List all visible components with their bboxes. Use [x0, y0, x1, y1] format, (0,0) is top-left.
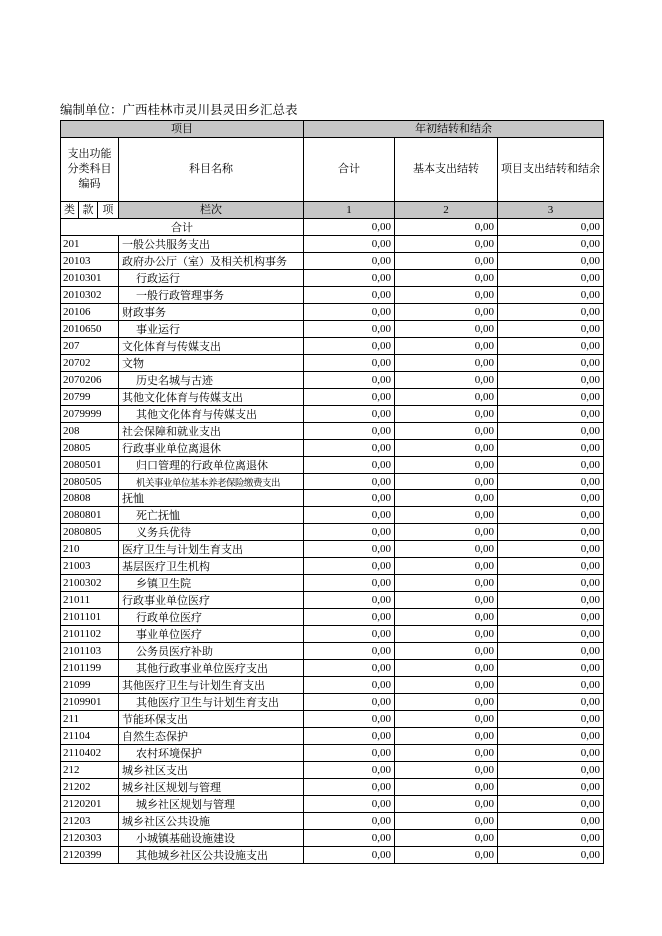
value-cell: 0,00 [498, 745, 604, 762]
subject-name-cell: 医疗卫生与计划生育支出 [119, 541, 304, 558]
value-cell: 0,00 [395, 711, 498, 728]
header-main-row [61, 138, 604, 202]
table-body [61, 219, 604, 864]
value-cell: 0,00 [498, 423, 604, 440]
value-cell: 0,00 [498, 711, 604, 728]
table-row [61, 304, 604, 321]
value-cell: 0,00 [498, 338, 604, 355]
table-row [61, 660, 604, 677]
subject-name-cell: 文化体育与传媒支出 [119, 338, 304, 355]
subject-name-cell: 一般公共服务支出 [119, 236, 304, 253]
header-project-balance-column: 项目支出结转和结余 [498, 138, 604, 202]
table-row [61, 694, 604, 711]
subject-name-cell: 城乡社区公共设施 [119, 813, 304, 830]
table-row [61, 524, 604, 541]
header-sub-row [61, 202, 604, 219]
value-cell: 0,00 [395, 541, 498, 558]
table-row [61, 558, 604, 575]
value-cell: 0,00 [395, 558, 498, 575]
value-cell: 0,00 [395, 287, 498, 304]
value-cell: 0,00 [395, 592, 498, 609]
header-group-row [61, 121, 604, 138]
value-cell: 0,00 [498, 440, 604, 457]
code-cell: 20103 [61, 253, 119, 270]
value-cell: 0,00 [498, 677, 604, 694]
subject-name-cell: 其他医疗卫生与计划生育支出 [119, 694, 304, 711]
header-col-2: 2 [395, 202, 498, 219]
subject-name-cell: 农村环境保护 [119, 745, 304, 762]
value-cell: 0,00 [304, 457, 395, 474]
value-cell: 0,00 [304, 355, 395, 372]
value-cell: 0,00 [304, 474, 395, 490]
value-cell: 0,00 [304, 745, 395, 762]
value-cell: 0,00 [395, 253, 498, 270]
table-row [61, 779, 604, 796]
total-row-label: 合计 [61, 219, 304, 236]
value-cell: 0,00 [395, 728, 498, 745]
code-cell: 20702 [61, 355, 119, 372]
value-cell: 0,00 [498, 813, 604, 830]
subject-name-cell: 历史名城与古迹 [119, 372, 304, 389]
subject-name-cell: 归口管理的行政单位离退休 [119, 457, 304, 474]
table-row [61, 270, 604, 287]
subject-name-cell: 其他行政事业单位医疗支出 [119, 660, 304, 677]
subject-name-cell: 事业运行 [119, 321, 304, 338]
value-cell: 0,00 [304, 592, 395, 609]
value-cell: 0,00 [498, 490, 604, 507]
value-cell: 0,00 [304, 406, 395, 423]
value-cell: 0,00 [395, 626, 498, 643]
value-cell: 0,00 [395, 338, 498, 355]
value-cell: 0,00 [304, 236, 395, 253]
value-cell: 0,00 [304, 762, 395, 779]
header-col-3: 3 [498, 202, 604, 219]
value-cell: 0,00 [395, 321, 498, 338]
code-cell: 2070206 [61, 372, 119, 389]
subject-name-cell: 政府办公厅（室）及相关机构事务 [119, 253, 304, 270]
code-cell: 20805 [61, 440, 119, 457]
value-cell: 0,00 [498, 728, 604, 745]
table-row [61, 813, 604, 830]
value-cell: 0,00 [304, 847, 395, 864]
code-cell: 2100302 [61, 575, 119, 592]
table-row [61, 745, 604, 762]
subject-name-cell: 其他文化体育与传媒支出 [119, 389, 304, 406]
value-cell: 0,00 [395, 304, 498, 321]
code-cell: 208 [61, 423, 119, 440]
header-subject-name: 科目名称 [119, 138, 304, 202]
table-row [61, 762, 604, 779]
value-cell: 0,00 [498, 643, 604, 660]
header-col-1: 1 [304, 202, 395, 219]
subject-name-cell: 文物 [119, 355, 304, 372]
header-column-no: 栏次 [119, 202, 304, 219]
value-cell: 0,00 [498, 592, 604, 609]
code-cell: 2109901 [61, 694, 119, 711]
value-cell: 0,00 [304, 338, 395, 355]
value-cell: 0,00 [498, 304, 604, 321]
subject-name-cell: 乡镇卫生院 [119, 575, 304, 592]
subject-name-cell: 财政事务 [119, 304, 304, 321]
value-cell: 0,00 [304, 677, 395, 694]
table-row [61, 389, 604, 406]
code-cell: 2010302 [61, 287, 119, 304]
value-cell: 0,00 [395, 236, 498, 253]
value-cell: 0,00 [304, 541, 395, 558]
value-cell: 0,00 [395, 524, 498, 541]
code-cell: 207 [61, 338, 119, 355]
code-cell: 20799 [61, 389, 119, 406]
subject-name-cell: 城乡社区支出 [119, 762, 304, 779]
subject-name-cell: 城乡社区规划与管理 [119, 779, 304, 796]
value-cell: 0,00 [395, 389, 498, 406]
value-cell: 0,00 [498, 779, 604, 796]
value-cell: 0,00 [395, 677, 498, 694]
table-row [61, 847, 604, 864]
subject-name-cell: 其他医疗卫生与计划生育支出 [119, 677, 304, 694]
subject-name-cell: 机关事业单位基本养老保险缴费支出 [119, 474, 304, 490]
table-row [61, 677, 604, 694]
value-cell: 0,00 [498, 389, 604, 406]
code-cell: 2101101 [61, 609, 119, 626]
value-cell: 0,00 [395, 490, 498, 507]
code-cell: 2080505 [61, 474, 119, 490]
value-cell: 0,00 [395, 575, 498, 592]
table-row [61, 796, 604, 813]
table-row [61, 236, 604, 253]
value-cell: 0,00 [304, 270, 395, 287]
header-basic-carryover-column: 基本支出结转 [395, 138, 498, 202]
table-row [61, 592, 604, 609]
header-section: 款 [79, 202, 98, 219]
value-cell: 0,00 [498, 236, 604, 253]
value-cell: 0,00 [304, 304, 395, 321]
subject-name-cell: 其他城乡社区公共设施支出 [119, 847, 304, 864]
table-row [61, 406, 604, 423]
code-cell: 2080805 [61, 524, 119, 541]
value-cell: 0,00 [395, 813, 498, 830]
code-cell: 2010650 [61, 321, 119, 338]
value-cell: 0,00 [395, 507, 498, 524]
value-cell: 0,00 [498, 457, 604, 474]
table-row [61, 541, 604, 558]
subject-name-cell: 公务员医疗补助 [119, 643, 304, 660]
value-cell: 0,00 [304, 660, 395, 677]
table-row [61, 338, 604, 355]
table-row [61, 253, 604, 270]
value-cell: 0,00 [304, 372, 395, 389]
table-row [61, 457, 604, 474]
value-cell: 0,00 [498, 474, 604, 490]
header-item: 项 [98, 202, 119, 219]
value-cell: 0,00 [304, 287, 395, 304]
table-row [61, 830, 604, 847]
value-cell: 0,00 [498, 847, 604, 864]
code-cell: 201 [61, 236, 119, 253]
value-cell: 0,00 [498, 694, 604, 711]
value-cell: 0,00 [498, 287, 604, 304]
value-cell: 0,00 [304, 609, 395, 626]
value-cell: 0,00 [498, 355, 604, 372]
table-row [61, 474, 604, 490]
value-cell: 0,00 [498, 830, 604, 847]
value-cell: 0,00 [395, 779, 498, 796]
table-row [61, 440, 604, 457]
code-cell: 2101199 [61, 660, 119, 677]
code-cell: 21099 [61, 677, 119, 694]
code-cell: 21202 [61, 779, 119, 796]
table-row [61, 423, 604, 440]
value-cell: 0,00 [395, 440, 498, 457]
value-cell: 0,00 [304, 440, 395, 457]
code-cell: 21104 [61, 728, 119, 745]
table-row [61, 372, 604, 389]
value-cell: 0,00 [498, 372, 604, 389]
value-cell: 0,00 [304, 796, 395, 813]
header-function-code: 支出功能分类科目编码 [61, 138, 119, 202]
subject-name-cell: 义务兵优待 [119, 524, 304, 541]
subject-name-cell: 社会保障和就业支出 [119, 423, 304, 440]
subject-name-cell: 死亡抚恤 [119, 507, 304, 524]
value-cell: 0,00 [395, 270, 498, 287]
code-cell: 210 [61, 541, 119, 558]
total-value-cell: 0,00 [498, 219, 604, 236]
value-cell: 0,00 [304, 711, 395, 728]
value-cell: 0,00 [304, 643, 395, 660]
total-value-cell: 0,00 [304, 219, 395, 236]
value-cell: 0,00 [304, 507, 395, 524]
value-cell: 0,00 [498, 270, 604, 287]
value-cell: 0,00 [498, 660, 604, 677]
value-cell: 0,00 [498, 253, 604, 270]
code-cell: 21011 [61, 592, 119, 609]
value-cell: 0,00 [498, 626, 604, 643]
value-cell: 0,00 [498, 524, 604, 541]
code-cell: 2120303 [61, 830, 119, 847]
code-cell: 20106 [61, 304, 119, 321]
value-cell: 0,00 [498, 406, 604, 423]
code-cell: 2080801 [61, 507, 119, 524]
code-cell: 2120399 [61, 847, 119, 864]
code-cell: 2079999 [61, 406, 119, 423]
value-cell: 0,00 [395, 745, 498, 762]
value-cell: 0,00 [498, 558, 604, 575]
table-row [61, 711, 604, 728]
value-cell: 0,00 [395, 474, 498, 490]
value-cell: 0,00 [395, 660, 498, 677]
table-row [61, 626, 604, 643]
header-carryover-group: 年初结转和结余 [304, 121, 604, 138]
code-cell: 2110402 [61, 745, 119, 762]
value-cell: 0,00 [395, 372, 498, 389]
value-cell: 0,00 [304, 490, 395, 507]
value-cell: 0,00 [498, 541, 604, 558]
table-row [61, 355, 604, 372]
value-cell: 0,00 [498, 575, 604, 592]
value-cell: 0,00 [304, 626, 395, 643]
value-cell: 0,00 [395, 796, 498, 813]
code-cell: 211 [61, 711, 119, 728]
value-cell: 0,00 [395, 643, 498, 660]
subject-name-cell: 事业单位医疗 [119, 626, 304, 643]
value-cell: 0,00 [395, 355, 498, 372]
total-row [61, 219, 604, 236]
table-row [61, 609, 604, 626]
value-cell: 0,00 [304, 389, 395, 406]
table-row [61, 490, 604, 507]
subject-name-cell: 小城镇基础设施建设 [119, 830, 304, 847]
subject-name-cell: 节能环保支出 [119, 711, 304, 728]
subject-name-cell: 一般行政管理事务 [119, 287, 304, 304]
subject-name-cell: 行政运行 [119, 270, 304, 287]
value-cell: 0,00 [304, 321, 395, 338]
header-total-column: 合计 [304, 138, 395, 202]
value-cell: 0,00 [304, 813, 395, 830]
budget-summary-table [60, 120, 604, 864]
value-cell: 0,00 [304, 253, 395, 270]
total-value-cell: 0,00 [395, 219, 498, 236]
value-cell: 0,00 [304, 728, 395, 745]
compiling-unit-line: 编制单位：广西桂林市灵川县灵田乡汇总表 [60, 103, 298, 117]
code-cell: 2101102 [61, 626, 119, 643]
value-cell: 0,00 [304, 694, 395, 711]
subject-name-cell: 行政事业单位离退休 [119, 440, 304, 457]
table-row [61, 575, 604, 592]
table-row [61, 728, 604, 745]
subject-name-cell: 自然生态保护 [119, 728, 304, 745]
code-cell: 21203 [61, 813, 119, 830]
value-cell: 0,00 [498, 609, 604, 626]
header-class: 类 [61, 202, 79, 219]
value-cell: 0,00 [498, 321, 604, 338]
value-cell: 0,00 [498, 762, 604, 779]
value-cell: 0,00 [304, 830, 395, 847]
value-cell: 0,00 [395, 406, 498, 423]
value-cell: 0,00 [304, 575, 395, 592]
value-cell: 0,00 [395, 762, 498, 779]
table-row [61, 643, 604, 660]
value-cell: 0,00 [395, 847, 498, 864]
code-cell: 2080501 [61, 457, 119, 474]
code-cell: 2120201 [61, 796, 119, 813]
subject-name-cell: 抚恤 [119, 490, 304, 507]
table-row [61, 321, 604, 338]
value-cell: 0,00 [498, 507, 604, 524]
value-cell: 0,00 [395, 457, 498, 474]
subject-name-cell: 城乡社区规划与管理 [119, 796, 304, 813]
header-project: 项目 [61, 121, 304, 138]
code-cell: 2101103 [61, 643, 119, 660]
code-cell: 212 [61, 762, 119, 779]
value-cell: 0,00 [395, 694, 498, 711]
code-cell: 20808 [61, 490, 119, 507]
code-cell: 2010301 [61, 270, 119, 287]
table-row [61, 507, 604, 524]
table-row [61, 287, 604, 304]
code-cell: 21003 [61, 558, 119, 575]
value-cell: 0,00 [395, 423, 498, 440]
subject-name-cell: 基层医疗卫生机构 [119, 558, 304, 575]
subject-name-cell: 行政单位医疗 [119, 609, 304, 626]
value-cell: 0,00 [498, 796, 604, 813]
table-header [61, 121, 604, 219]
subject-name-cell: 行政事业单位医疗 [119, 592, 304, 609]
value-cell: 0,00 [395, 609, 498, 626]
value-cell: 0,00 [395, 830, 498, 847]
value-cell: 0,00 [304, 524, 395, 541]
subject-name-cell: 其他文化体育与传媒支出 [119, 406, 304, 423]
value-cell: 0,00 [304, 423, 395, 440]
value-cell: 0,00 [304, 779, 395, 796]
value-cell: 0,00 [304, 558, 395, 575]
